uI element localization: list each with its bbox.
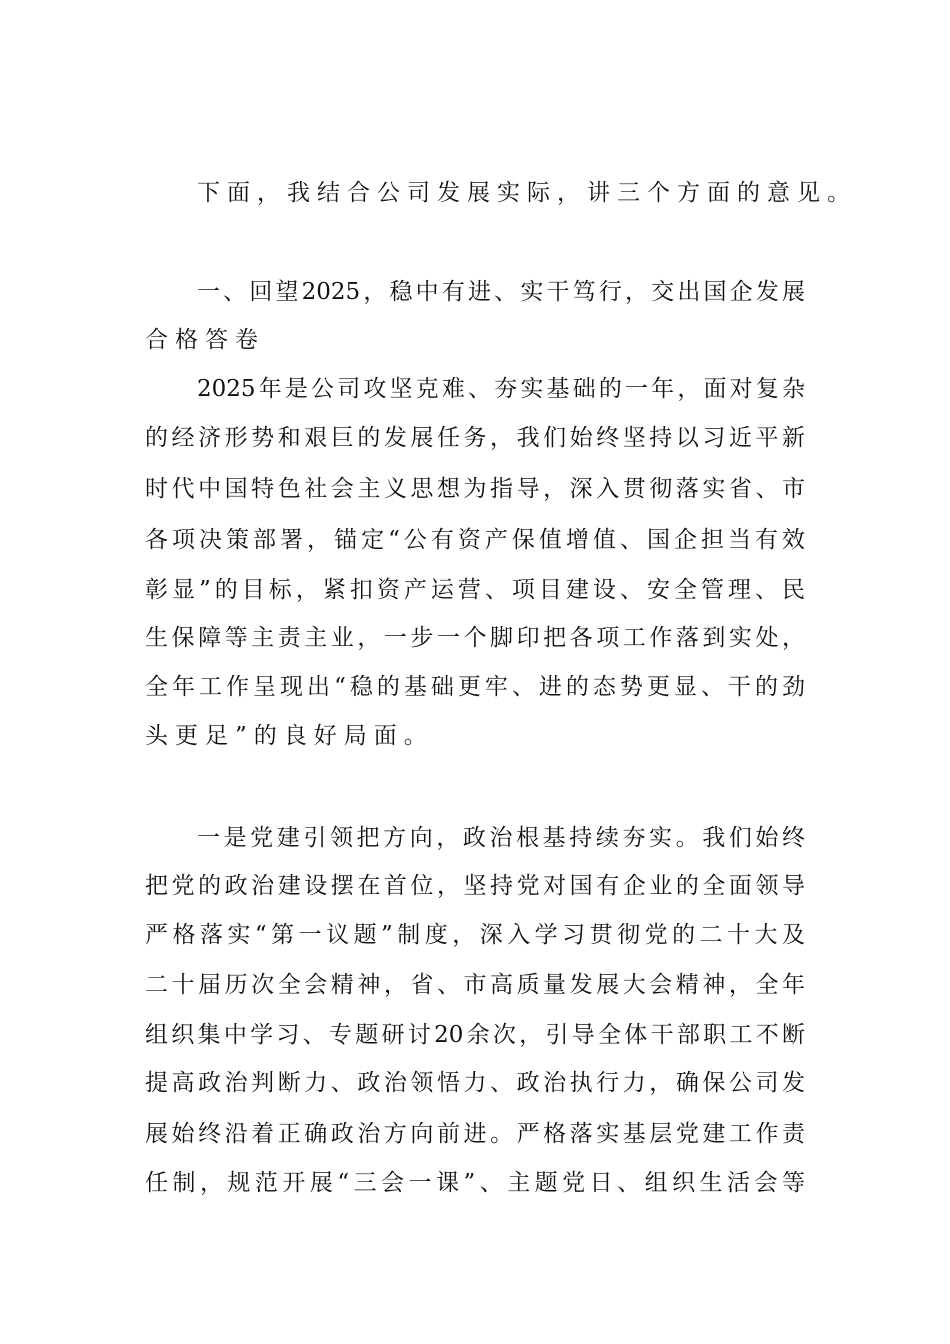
- paragraph-line: 全年工作呈现出“稳的基础更牢、进的态势更显、干的劲: [145, 674, 805, 700]
- paragraph-line: 二十届历次全会精神，省、市高质量发展大会精神，全年: [145, 972, 805, 998]
- intro-line: 下面，我结合公司发展实际，讲三个方面的意见。: [197, 180, 857, 206]
- paragraph-line: 的经济形势和艰巨的发展任务，我们始终坚持以习近平新: [145, 425, 805, 451]
- paragraph-line: 一是党建引领把方向，政治根基持续夯实。我们始终: [197, 825, 805, 851]
- section-heading-line: 合格答卷: [145, 327, 265, 353]
- paragraph-line: 各项决策部署，锚定“公有资产保值增值、国企担当有效: [145, 527, 805, 553]
- paragraph-line: 头更足”的良好局面。: [145, 723, 434, 749]
- section-heading-line: 一、回望2025，稳中有进、实干笃行，交出国企发展: [197, 279, 805, 305]
- paragraph-line: 彰显”的目标，紧扣资产运营、项目建设、安全管理、民: [145, 577, 805, 603]
- paragraph-line: 提高政治判断力、政治领悟力、政治执行力，确保公司发: [145, 1070, 805, 1096]
- paragraph-line: 严格落实“第一议题”制度，深入学习贯彻党的二十大及: [145, 922, 805, 948]
- paragraph-line: 生保障等主责主业，一步一个脚印把各项工作落到实处，: [145, 625, 805, 651]
- paragraph-line: 2025年是公司攻坚克难、夯实基础的一年，面对复杂: [197, 376, 805, 402]
- paragraph-line: 展始终沿着正确政治方向前进。严格落实基层党建工作责: [145, 1121, 805, 1147]
- paragraph-line: 组织集中学习、专题研讨20余次，引导全体干部职工不断: [145, 1022, 805, 1048]
- paragraph-line: 把党的政治建设摆在首位，坚持党对国有企业的全面领导: [145, 873, 805, 899]
- paragraph-line: 时代中国特色社会主义思想为指导，深入贯彻落实省、市: [145, 476, 805, 502]
- paragraph-line: 任制，规范开展“三会一课”、主题党日、组织生活会等: [145, 1170, 805, 1196]
